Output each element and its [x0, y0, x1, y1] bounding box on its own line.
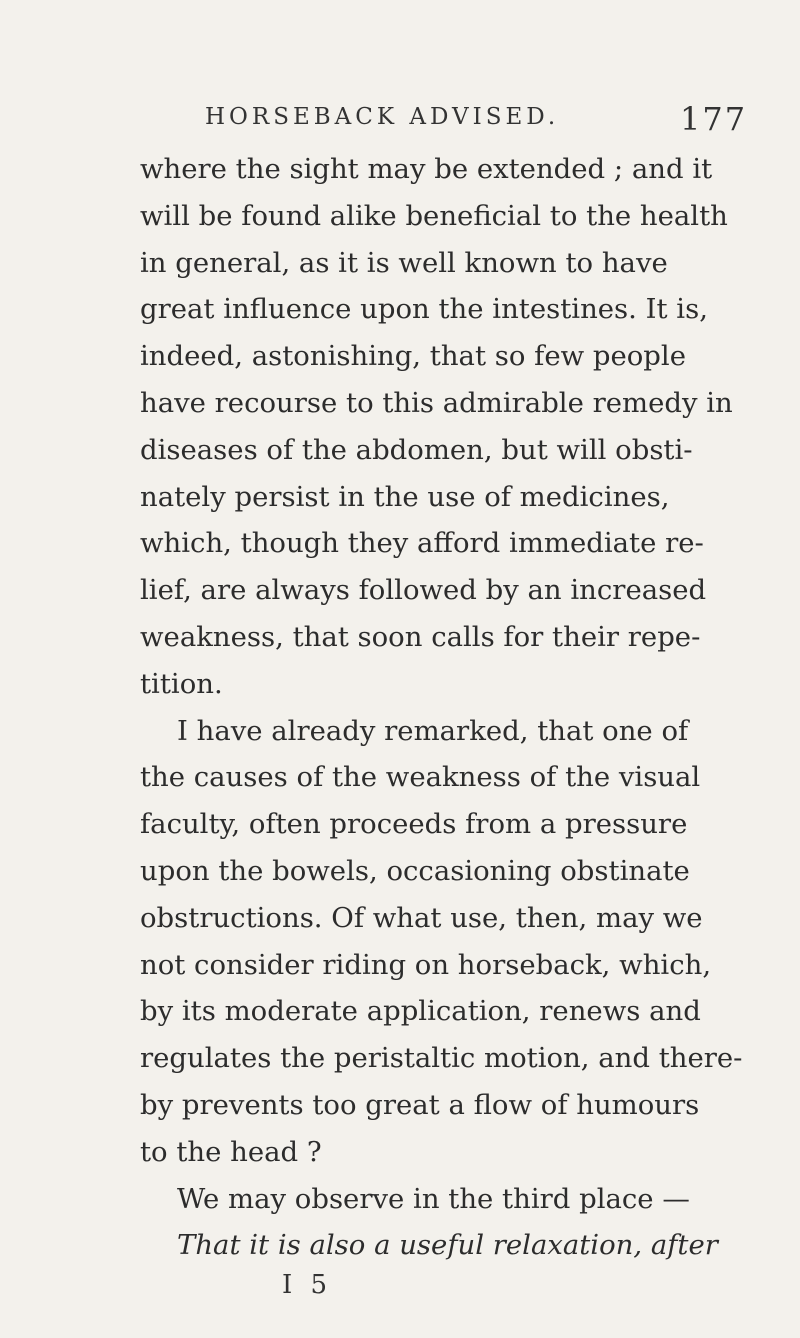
page-number: 177	[680, 100, 748, 138]
text-line: regulates the peristaltic motion, and there-	[140, 1042, 743, 1075]
text-line: tition.	[140, 667, 223, 700]
running-head: HORSEBACK ADVISED.	[205, 104, 560, 130]
text-line: will be found alike beneficial to the health	[140, 199, 728, 232]
text-line: nately persist in the use of medicines,	[140, 480, 670, 513]
text-line: obstructions. Of what use, then, may we	[140, 901, 703, 934]
body-text	[140, 146, 743, 1269]
text-line: indeed, astonishing, that so few people	[140, 340, 686, 373]
text-line: by its moderate application, renews and	[140, 995, 701, 1028]
text-line: which, though they afford immediate re-	[140, 527, 704, 560]
text-line: upon the bowels, occasioning obstinate	[140, 854, 690, 887]
signature-mark: I 5	[282, 1270, 333, 1300]
text-line: by prevents too great a flow of humours	[140, 1088, 700, 1121]
paragraph-start-line: I have already remarked, that one of	[177, 714, 689, 747]
text-line: the causes of the weakness of the visual	[140, 761, 701, 794]
paragraph-start-line: We may observe in the third place —	[177, 1182, 690, 1215]
text-line: faculty, often proceeds from a pressure	[140, 808, 688, 841]
text-line: lief, are always followed by an increased	[140, 574, 707, 607]
text-line: diseases of the abdomen, but will obsti-	[140, 433, 693, 466]
text-line: in general, as it is well known to have	[140, 246, 668, 279]
text-line: where the sight may be extended ; and it	[140, 153, 713, 185]
text-line: great influence upon the intestines. It is,	[140, 293, 708, 326]
text-line: not consider riding on horseback, which,	[140, 948, 712, 981]
italic-text-line: That it is also a useful relaxation, after	[177, 1229, 718, 1262]
text-line: have recourse to this admirable remedy in	[140, 386, 733, 419]
text-line: weakness, that soon calls for their repe-	[140, 620, 701, 653]
text-line: to the head ?	[140, 1135, 322, 1168]
